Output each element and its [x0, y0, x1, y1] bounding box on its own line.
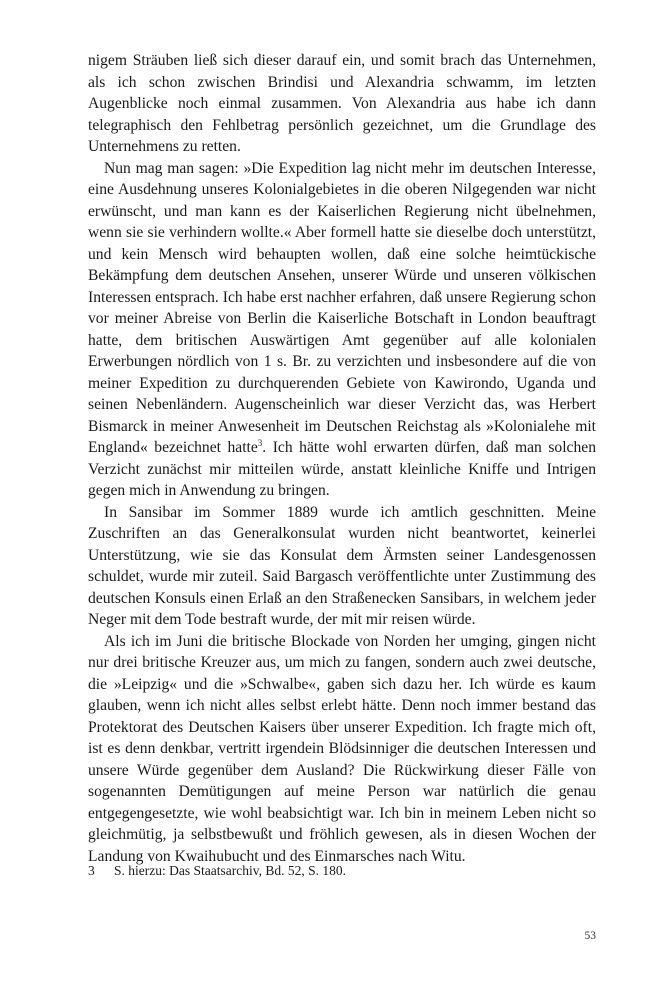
page-number: 53: [584, 930, 596, 942]
paragraph-3: In Sansibar im Sommer 1889 wurde ich amtlich geschnitten. Meine Zuschriften an das Generalkonsulat wurden nicht beantwortet, keinerlei Unterstützung, wie sie das Konsulat dem Ärmsten seiner Landesgenossen schuldet, wurde mir zuteil. Said Bargasch veröffentlichte unter Zustimmung des deutschen Konsuls einen Erlaß an den Straßenecken Sansibars, in welchem jeder Neger mit dem Tode bestraft wurde, der mit mir reisen würde.: [88, 503, 596, 628]
paragraph-2-text-a: Nun mag man sagen: »Die Expedition lag nicht mehr im deutschen Interesse, eine Ausdehnung unseres Kolonialgebietes in die oberen Nilgegenden war nicht erwünscht, und man kann es der Kaiserlichen Regierung nicht übelnehmen, wenn sie sie verhindern wollte.« Aber formell hatte sie dieselbe doch unterstützt, und kein Mensch wird behaupten wollen, daß eine solche heimtückische Bekämpfung dem deutschen Ansehen, unserer Würde und unseren völkischen Interessen entsprach. Ich habe erst nachher erfahren, daß unsere Regierung schon vor meiner Abreise von Berlin die Kaiserliche Botschaft in London beauftragt hatte, dem britischen Auswärtigen Amt gegenüber auf alle kolonialen Erwerbungen nördlich von 1 s. Br. zu verzichten und insbesondere auf die von meiner Expedition zu durchquerenden Gebiete von Kawirondo, Uganda und seinen Nebenländern. Augenscheinlich war dieser Verzicht das, was Herbert Bismarck in meiner Anwesenheit im Deutschen Reichstag als »Kolonialehe mit England« bezeichnet hatte: [88, 159, 596, 456]
footnote-number: 3: [88, 863, 95, 878]
footnote-text: S. hierzu: Das Staatsarchiv, Bd. 52, S. 180.: [114, 863, 346, 878]
paragraph-4: Als ich im Juni die britische Blockade von Norden her umging, gingen nicht nur drei britische Kreuzer aus, um mich zu fangen, sondern auch zwei deutsche, die »Leipzig« und die »Schwalbe«, gaben sich dazu her. Ich würde es kaum glauben, wenn ich nicht alles selbst erlebt hätte. Denn noch immer bestand das Protektorat des Deutschen Kaisers über unserer Expedition. Ich fragte mich oft, ist es denn denkbar, vertritt irgendein Blödsinniger die deutschen Interessen und unsere Würde gegenüber dem Ausland? Die Rückwirkung dieser Fälle von sogenannten Demütigungen auf meine Person war natürlich die genau entgegengesetzte, wie wohl beabsichtigt war. Ich bin in meinem Leben nicht so gleichmütig, ja selbstbewußt und fröhlich gewesen, als in diesen Wochen der Landung von Kwaihubucht und des Einmarsches nach Witu.: [88, 632, 596, 865]
footnote: [88, 862, 596, 880]
paragraph-1: nigem Sträuben ließ sich dieser darauf ein, und somit brach das Unternehmen, als ich schon zwischen Brindisi und Alexandria schwamm, im letzten Augenblicke noch einmal zusammen. Von Alexandria aus habe ich dann telegraphisch den Fehlbetrag persönlich gezeichnet, um die Grundlage des Unternehmens zu retten.: [88, 52, 596, 155]
footnote-reference: 3: [257, 437, 263, 448]
paragraph-2: [88, 158, 596, 502]
paragraph-2-text-b: . Ich hätte wohl erwarten dürfen, daß man solchen Verzicht zunächst mir mitteilen würde, anstatt kleinliche Kniffe und Intrigen gegen mich in Anwendung zu bringen.: [88, 439, 596, 499]
body-text: [88, 50, 596, 867]
page-body: [88, 50, 596, 867]
